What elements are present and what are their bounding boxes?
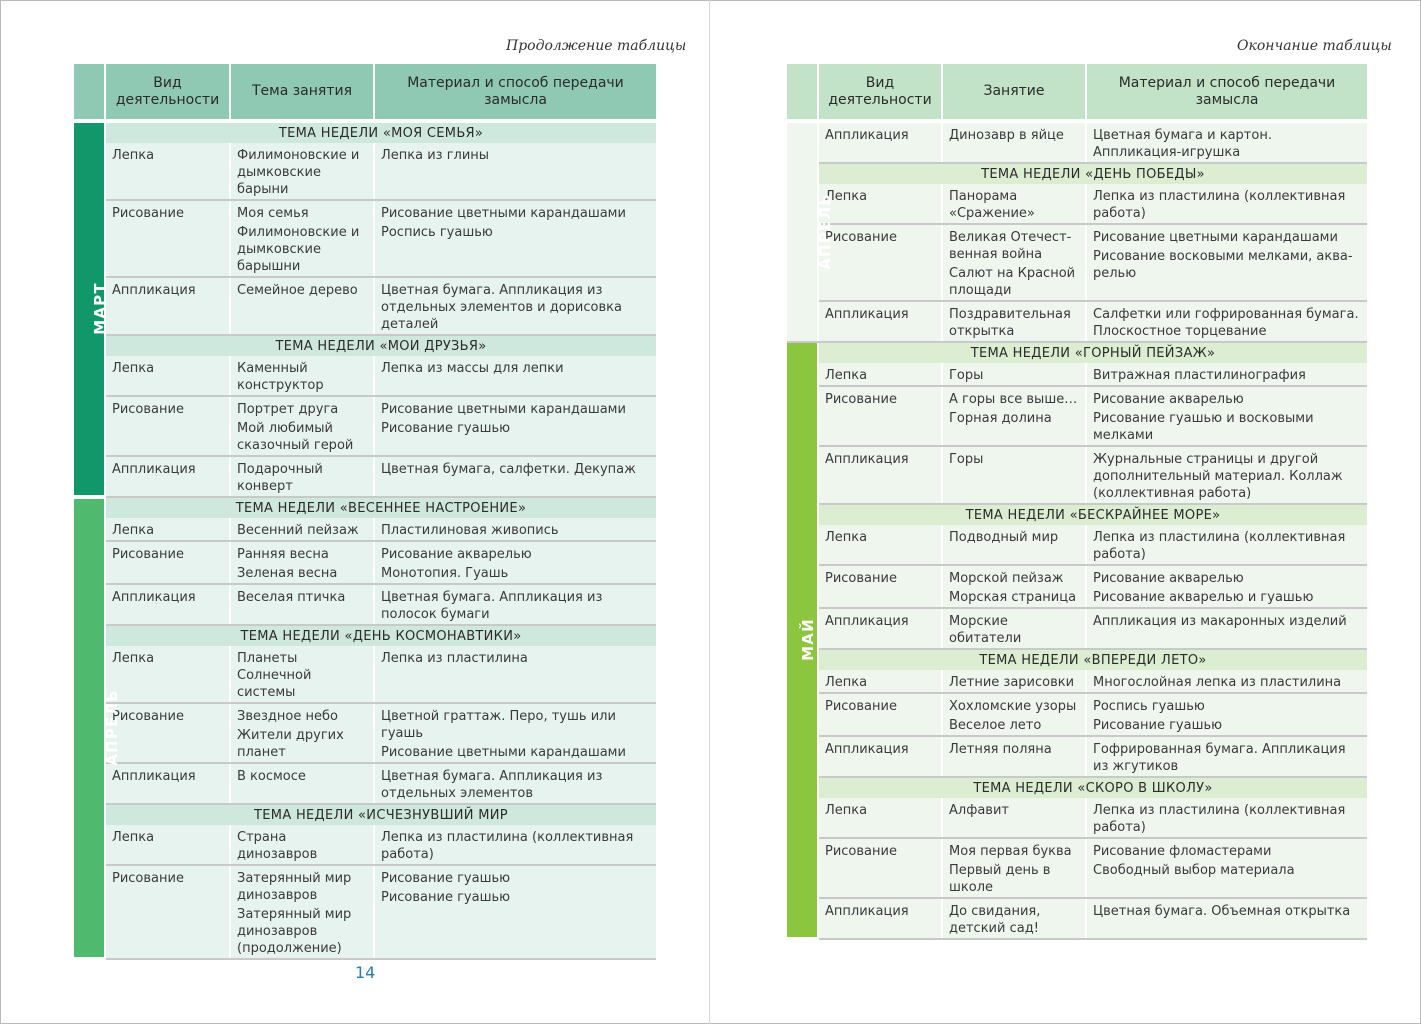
header-material: Материал и способ передачи замысла [374,64,656,121]
topic-line: Летние зарисовки [949,675,1075,690]
material-cell [374,143,656,200]
topic-line: Горы [949,368,984,383]
activity-cell: Лепка [818,184,942,224]
material-cell [374,646,656,703]
week-theme: ТЕМА НЕДЕЛИ «БЕСКРАЙНЕЕ МОРЕ» [818,504,1367,525]
table-row [787,224,1367,301]
material-cell [374,763,656,804]
topic-cell [942,798,1086,838]
topic-cell [942,363,1086,386]
topic-cell [942,670,1086,693]
material-line: Журнальные страницы и другой дополнительный материал. Коллаж (коллективная работа) [1093,452,1343,501]
header-corner [787,64,818,121]
table-row [74,200,656,277]
material-line: Рисование фломастерами [1093,844,1272,859]
material-line: Рисование акварелью и гуашью [1093,590,1314,605]
material-line: Цветная бумага. Аппликация из полосок бумаги [381,590,603,622]
activity-cell: Аппликация [818,898,942,939]
material-line: Лепка из пластилина (коллективная работа) [1093,803,1346,835]
header-corner [74,64,105,121]
material-cell [374,584,656,625]
month-label-cell [787,121,834,342]
topic-line: Летняя поляна [949,742,1052,757]
topic-line: А горы все выше… [949,392,1078,407]
topic-line: До свидания, детский сад! [949,904,1041,936]
topic-line: Поздравительная открытка [949,307,1071,339]
topic-cell [230,865,374,959]
material-cell [374,865,656,959]
material-cell [1086,736,1367,777]
topic-line: Филимоновские и дымковские барышни [237,225,360,274]
table-row [787,565,1367,608]
month-label: АПРЕЛЬ [102,689,121,766]
month-label-cell [74,121,109,497]
topic-cell [230,200,374,277]
topic-line: Зеленая весна [237,566,338,581]
topic-line: Затерянный мир динозавров [237,871,352,903]
activity-cell: Рисование [105,703,230,763]
material-cell [1086,301,1367,342]
activity-cell: Рисование [818,565,942,608]
header-activity: Вид деятельности [105,64,230,121]
material-line: Витражная пластилинография [1093,368,1306,383]
table-row [74,277,656,335]
week-theme-row [74,804,656,825]
topic-cell [230,825,374,865]
activity-cell: Лепка [105,143,230,200]
material-line: Цветная бумага. Объемная открытка [1093,904,1351,919]
left-schedule-table [74,64,656,961]
topic-line: Горная долина [949,411,1052,426]
topic-cell [230,541,374,584]
topic-cell [230,646,374,703]
material-line: Рисование акварелью [1093,392,1244,407]
material-cell [1086,121,1367,163]
page-number: 14 [355,963,376,982]
table-row [74,763,656,804]
week-theme: ТЕМА НЕДЕЛИ «ГОРНЫЙ ПЕЙЗАЖ» [818,342,1367,363]
topic-line: Морской пейзаж [949,571,1064,586]
topic-cell [230,703,374,763]
material-cell [374,396,656,456]
activity-cell: Аппликация [818,301,942,342]
activity-cell: Лепка [105,356,230,396]
topic-line: Динозавр в яйце [949,128,1064,143]
material-line: Аппликация из макаронных изделий [1093,614,1347,629]
material-line: Лепка из пластилина (коллективная работа) [1093,530,1346,562]
topic-line: Великая Отечест-венная война [949,230,1072,262]
topic-cell [942,838,1086,898]
material-line: Лепка из пластилина [381,651,528,666]
topic-line: Веселая птичка [237,590,346,605]
week-theme: ТЕМА НЕДЕЛИ «СКОРО В ШКОЛУ» [818,777,1367,798]
month-label: МАЙ [798,618,817,661]
activity-cell: Аппликация [818,736,942,777]
table-row [74,584,656,625]
table-row [787,184,1367,224]
week-theme-row [787,504,1367,525]
month-label: АПРЕЛЬ [815,193,834,270]
material-line: Гофрированная бумага. Аппликация из жгутиков [1093,742,1346,774]
left-page-caption: Продолжение таблицы [506,38,687,54]
material-cell [1086,386,1367,446]
header-material: Материал и способ передачи замысла [1086,64,1367,121]
material-line: Рисование гуашью и восковыми мелками [1093,411,1314,443]
material-line: Рисование акварелью [381,547,532,562]
right-schedule-table [787,64,1367,941]
topic-line: Хохломские узоры [949,699,1077,714]
topic-cell [230,518,374,541]
material-cell [374,356,656,396]
table-row [787,693,1367,736]
topic-line: Моя семья [237,206,309,221]
activity-cell: Рисование [818,838,942,898]
material-cell [1086,608,1367,649]
topic-line: В космосе [237,769,306,784]
month-label-cell [74,497,121,959]
topic-line: Моя первая буква [949,844,1072,859]
week-theme: ТЕМА НЕДЕЛИ «ДЕНЬ КОСМОНАВТИКИ» [105,625,656,646]
table-row [787,898,1367,939]
header-activity: Вид деятельности [818,64,942,121]
topic-line: Затерянный мир динозавров (продолжение) [237,907,352,956]
material-cell [374,200,656,277]
topic-cell [942,608,1086,649]
material-line: Цветная бумага. Аппликация из отдельных элементов и дорисовка деталей [381,283,622,332]
topic-cell [230,143,374,200]
activity-cell: Аппликация [105,456,230,497]
topic-line: Горы [949,452,984,467]
material-cell [1086,670,1367,693]
table-row [787,301,1367,342]
table-row [74,143,656,200]
material-cell [374,825,656,865]
topic-line: Первый день в школе [949,863,1051,895]
activity-cell: Аппликация [818,446,942,504]
activity-cell: Рисование [818,693,942,736]
week-theme-row [74,335,656,356]
right-table-body [787,121,1367,939]
week-theme: ТЕМА НЕДЕЛИ «ИСЧЕЗНУВШИЙ МИР [105,804,656,825]
topic-cell [942,386,1086,446]
week-theme-row [787,163,1367,184]
table-row [74,865,656,959]
material-cell [1086,446,1367,504]
week-theme: ТЕМА НЕДЕЛИ «ВПЕРЕДИ ЛЕТО» [818,649,1367,670]
activity-cell: Рисование [818,386,942,446]
material-line: Лепка из глины [381,148,490,163]
topic-line: Морская страница [949,590,1077,605]
topic-line: Морские обитатели [949,614,1022,646]
table-row [74,541,656,584]
topic-line: Подводный мир [949,530,1059,545]
activity-cell: Лепка [105,825,230,865]
week-theme-row [74,497,656,518]
week-theme: ТЕМА НЕДЕЛИ «ВЕСЕННЕЕ НАСТРОЕНИЕ» [105,497,656,518]
topic-line: Панорама «Сражение» [949,189,1035,221]
table-row [74,456,656,497]
table-row [74,825,656,865]
topic-line: Филимоновские и дымковские барыни [237,148,360,197]
material-line: Роспись гуашью [1093,699,1205,714]
topic-line: Ранняя весна [237,547,329,562]
material-line: Рисование цветными карандашами [381,206,626,221]
table-row [787,798,1367,838]
material-line: Цветная бумага, салфетки. Декупаж [381,462,636,477]
topic-line: Веселое лето [949,718,1042,733]
week-theme: ТЕМА НЕДЕЛИ «ДЕНЬ ПОБЕДЫ» [818,163,1367,184]
material-cell [374,703,656,763]
table-row [74,518,656,541]
topic-cell [230,356,374,396]
material-cell [1086,798,1367,838]
material-cell [1086,184,1367,224]
table-row [787,670,1367,693]
topic-cell [230,763,374,804]
table-row [787,525,1367,565]
topic-line: Семейное дерево [237,283,358,298]
topic-cell [942,446,1086,504]
topic-cell [942,693,1086,736]
activity-cell: Лепка [818,525,942,565]
table-row [787,121,1367,163]
material-cell [1086,224,1367,301]
material-cell [1086,693,1367,736]
material-line: Лепка из массы для лепки [381,361,564,376]
table-row [74,646,656,703]
topic-cell [230,456,374,497]
topic-line: Подарочный конверт [237,462,323,494]
activity-cell: Лепка [105,646,230,703]
topic-cell [942,224,1086,301]
activity-cell: Рисование [818,224,942,301]
topic-line: Страна динозавров [237,830,318,862]
material-line: Роспись гуашью [381,225,493,240]
material-line: Пластилиновая живопись [381,523,559,538]
topic-cell [942,525,1086,565]
activity-cell: Аппликация [105,277,230,335]
material-line: Рисование восковыми мелками, аква-релью [1093,249,1353,281]
right-page-caption: Окончание таблицы [1237,38,1392,54]
topic-cell [942,565,1086,608]
material-cell [1086,898,1367,939]
material-cell [1086,525,1367,565]
material-line: Рисование гуашью [381,871,511,886]
material-line: Рисование акварелью [1093,571,1244,586]
topic-cell [942,121,1086,163]
material-cell [1086,363,1367,386]
activity-cell: Лепка [818,363,942,386]
month-label-cell [787,342,818,939]
activity-cell: Рисование [105,541,230,584]
topic-cell [230,396,374,456]
week-theme: ТЕМА НЕДЕЛИ «МОИ ДРУЗЬЯ» [105,335,656,356]
material-line: Рисование цветными карандашами [381,745,626,760]
activity-cell: Аппликация [818,608,942,649]
table-row [74,356,656,396]
week-theme-row [787,777,1367,798]
topic-cell [230,277,374,335]
material-line: Цветная бумага и картон. Аппликация-игрушка [1093,128,1272,160]
material-line: Рисование цветными карандашами [1093,230,1338,245]
table-row [787,386,1367,446]
topic-line: Салют на Красной площади [949,266,1076,298]
topic-cell [942,184,1086,224]
activity-cell: Рисование [105,396,230,456]
header-topic: Тема занятия [230,64,374,121]
page-fold [709,0,710,1024]
topic-line: Каменный конструктор [237,361,324,393]
material-line: Рисование цветными карандашами [381,402,626,417]
week-theme-row [787,649,1367,670]
material-line: Цветной граттаж. Перо, тушь или гуашь [381,709,616,741]
material-line: Многослойная лепка из пластилина [1093,675,1342,690]
topic-line: Планеты Солнечной системы [237,651,312,700]
table-row [74,396,656,456]
activity-cell: Аппликация [818,121,942,163]
activity-cell: Рисование [105,200,230,277]
topic-line: Портрет друга [237,402,339,417]
material-line: Рисование гуашью [381,890,511,905]
week-theme-row [787,342,1367,363]
material-line: Рисование гуашью [381,421,511,436]
activity-cell: Аппликация [105,763,230,804]
topic-line: Звездное небо [237,709,338,724]
month-label: МАРТ [90,282,109,335]
topic-line: Весенний пейзаж [237,523,359,538]
table-row [787,608,1367,649]
material-line: Рисование гуашью [1093,718,1223,733]
week-theme-row [74,121,656,143]
topic-line: Жители других планет [237,728,344,760]
material-line: Монотопия. Гуашь [381,566,509,581]
activity-cell: Лепка [818,670,942,693]
week-theme: ТЕМА НЕДЕЛИ «МОЯ СЕМЬЯ» [105,121,656,143]
topic-cell [942,301,1086,342]
topic-line: Мой любимый сказочный герой [237,421,354,453]
table-row [787,736,1367,777]
material-line: Свободный выбор материала [1093,863,1295,878]
material-cell [374,277,656,335]
table-row [787,446,1367,504]
table-row [74,703,656,763]
topic-cell [942,736,1086,777]
material-cell [374,541,656,584]
left-table-body [74,121,656,959]
activity-cell: Лепка [105,518,230,541]
material-cell [1086,565,1367,608]
activity-cell: Аппликация [105,584,230,625]
header-topic: Занятие [942,64,1086,121]
table-row [787,363,1367,386]
material-line: Цветная бумага. Аппликация из отдельных элементов [381,769,603,801]
week-theme-row [74,625,656,646]
topic-cell [942,898,1086,939]
material-cell [1086,838,1367,898]
material-line: Лепка из пластилина (коллективная работа) [381,830,634,862]
material-cell [374,518,656,541]
topic-line: Алфавит [949,803,1009,818]
material-line: Лепка из пластилина (коллективная работа) [1093,189,1346,221]
topic-cell [230,584,374,625]
material-line: Салфетки или гофрированная бумага. Плоскостное торцевание [1093,307,1359,339]
table-row [787,838,1367,898]
activity-cell: Лепка [818,798,942,838]
activity-cell: Рисование [105,865,230,959]
material-cell [374,456,656,497]
